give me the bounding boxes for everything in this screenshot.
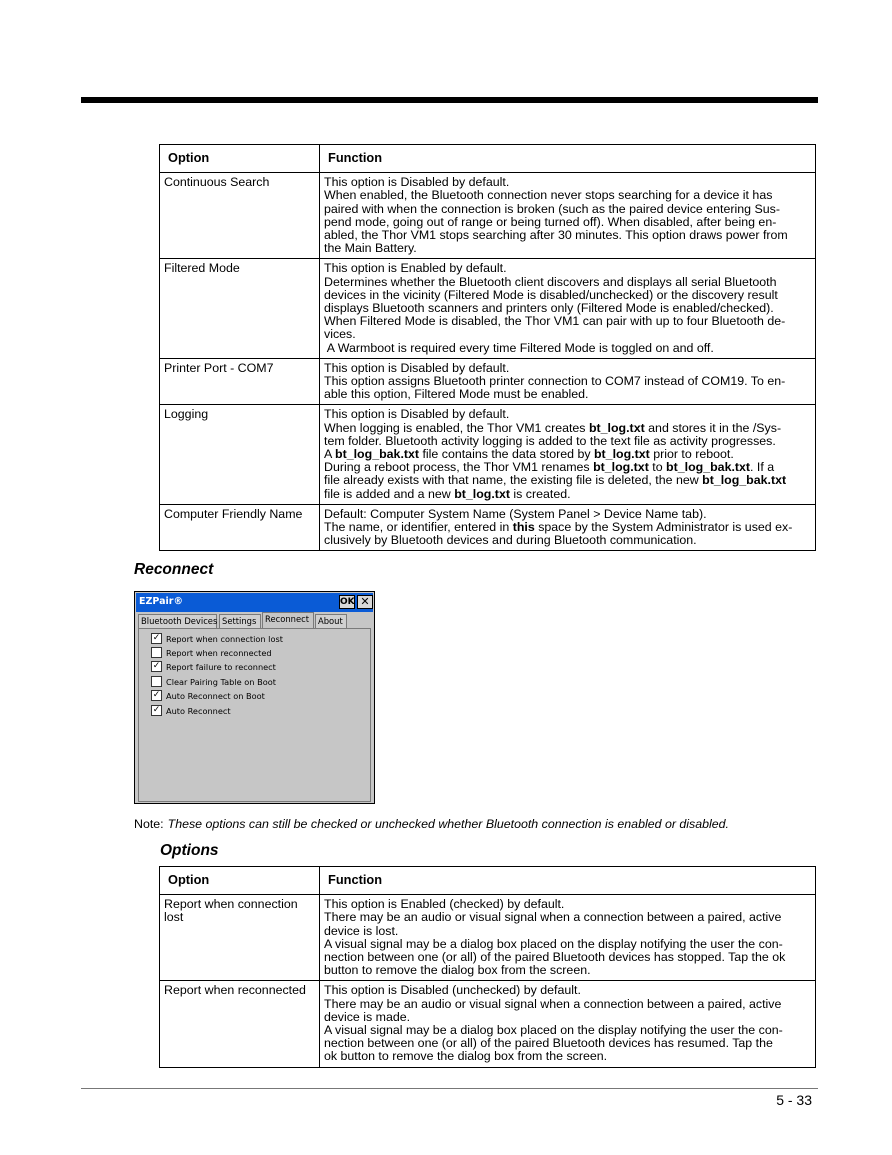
column-header-function: Function bbox=[320, 145, 816, 173]
tab-reconnect[interactable]: Reconnect bbox=[262, 612, 314, 629]
function-line: During a reboot process, the Thor VM1 renames bt_log.txt to bt_log_bak.txt. If a bbox=[324, 460, 775, 475]
checkbox-report-failure[interactable] bbox=[151, 662, 276, 674]
option-function bbox=[320, 981, 816, 1067]
checkbox-label: Report when reconnected bbox=[166, 648, 272, 658]
function-line: device is lost. bbox=[324, 923, 399, 938]
function-line: abled, the Thor VM1 stops searching after 30 minutes. This option draws power from bbox=[324, 228, 788, 243]
column-header-option: Option bbox=[160, 145, 320, 173]
option-name: Computer Friendly Name bbox=[160, 504, 320, 551]
function-line: file already exists with that name, the existing file is deleted, the new bt_log_bak.txt bbox=[324, 473, 787, 488]
function-line: This option is Enabled by default. bbox=[324, 261, 507, 276]
function-line: file is added and a new bt_log.txt is created. bbox=[324, 486, 571, 501]
function-line: Determines whether the Bluetooth client discovers and displays all serial Bluetooth bbox=[324, 274, 777, 289]
function-line: When Filtered Mode is disabled, the Thor VM1 can pair with up to four Bluetooth de- bbox=[324, 314, 786, 329]
option-name bbox=[160, 895, 320, 981]
checkbox-checked-icon[interactable]: ✓ bbox=[152, 690, 161, 700]
option-function bbox=[320, 504, 816, 551]
tab-settings[interactable]: Settings bbox=[219, 614, 261, 628]
function-line: This option is Disabled by default. bbox=[324, 407, 510, 422]
note-label: Note: bbox=[134, 817, 164, 831]
function-line: This option is Disabled by default. bbox=[324, 175, 510, 190]
table-header-row bbox=[160, 867, 816, 895]
function-line: When enabled, the Bluetooth connection never stops searching for a device it has bbox=[324, 188, 773, 203]
function-line: paired with when the connection is broken (such as the paired device entering Sus- bbox=[324, 201, 780, 216]
header-rule bbox=[81, 97, 818, 103]
checkbox-label: Clear Pairing Table on Boot bbox=[166, 677, 276, 687]
page-number: 5 - 33 bbox=[776, 1092, 812, 1108]
function-line: ok button to remove the dialog box from the screen. bbox=[324, 1049, 608, 1064]
option-name-line: Report when reconnected bbox=[164, 983, 306, 998]
option-function bbox=[320, 173, 816, 259]
option-function bbox=[320, 405, 816, 504]
function-line: A visual signal may be a dialog box placed on the display notifying the user the con- bbox=[324, 1023, 783, 1038]
function-line: When logging is enabled, the Thor VM1 creates bt_log.txt and stores it in the /Sys- bbox=[324, 420, 782, 435]
function-line: devices in the vicinity (Filtered Mode is disabled/unchecked) or the discovery result bbox=[324, 287, 778, 302]
function-line: Default: Computer System Name (System Panel > Device Name tab). bbox=[324, 506, 707, 521]
function-line: The name, or identifier, entered in this space by the System Administrator is used ex- bbox=[324, 520, 793, 535]
note-text: These options can still be checked or unchecked whether Bluetooth connection is enabled or disabled. bbox=[167, 817, 730, 831]
option-name bbox=[160, 981, 320, 1067]
checkbox-unchecked-icon[interactable] bbox=[151, 676, 162, 687]
window-title: EZPair® bbox=[139, 596, 183, 607]
checkbox-clear-pairing-table[interactable] bbox=[151, 677, 276, 689]
function-line: tem folder. Bluetooth activity logging is added to the text file as activity progresses. bbox=[324, 433, 776, 448]
table-row bbox=[160, 895, 816, 981]
table-header-row bbox=[160, 145, 816, 173]
checkbox-checked-icon[interactable]: ✓ bbox=[152, 661, 161, 671]
function-line: able this option, Filtered Mode must be enabled. bbox=[324, 387, 589, 402]
function-line: This option is Enabled (checked) by default. bbox=[324, 897, 565, 912]
option-name: Printer Port - COM7 bbox=[160, 358, 320, 405]
function-line: clusively by Bluetooth devices and during Bluetooth communication. bbox=[324, 533, 697, 548]
checkbox-label: Report when connection lost bbox=[166, 634, 283, 644]
function-line: the Main Battery. bbox=[324, 241, 417, 256]
option-function bbox=[320, 358, 816, 405]
function-line: device is made. bbox=[324, 1009, 411, 1024]
function-line: nection between one (or all) of the paired Bluetooth devices has stopped. Tap the ok bbox=[324, 950, 786, 965]
checkbox-label: Auto Reconnect on Boot bbox=[166, 691, 265, 701]
option-name: Logging bbox=[160, 405, 320, 504]
checkbox-label: Report failure to reconnect bbox=[166, 662, 276, 672]
options-table-reconnect bbox=[159, 866, 816, 1068]
table-row bbox=[160, 358, 816, 405]
checkbox-checked-icon[interactable]: ✓ bbox=[152, 633, 161, 643]
close-icon[interactable]: ✕ bbox=[357, 595, 373, 609]
ok-button[interactable]: OK bbox=[340, 597, 355, 607]
table-row bbox=[160, 504, 816, 551]
checkbox-report-reconnected[interactable] bbox=[151, 648, 272, 660]
section-heading-reconnect: Reconnect bbox=[134, 561, 214, 578]
checkbox-auto-reconnect[interactable] bbox=[151, 706, 231, 718]
option-function bbox=[320, 895, 816, 981]
function-line: nection between one (or all) of the paired Bluetooth devices has resumed. Tap the bbox=[324, 1036, 773, 1051]
note bbox=[134, 817, 729, 831]
table-row bbox=[160, 173, 816, 259]
ezpair-window bbox=[134, 591, 375, 804]
function-line: There may be an audio or visual signal when a connection between a paired, active bbox=[324, 910, 782, 925]
table-row bbox=[160, 405, 816, 504]
function-line: This option is Disabled (unchecked) by default. bbox=[324, 983, 581, 998]
footer-rule bbox=[81, 1088, 818, 1089]
function-line: button to remove the dialog box from the screen. bbox=[324, 963, 591, 978]
options-table-bluetooth-settings bbox=[159, 144, 816, 551]
checkbox-label: Auto Reconnect bbox=[166, 706, 231, 716]
function-line: A bt_log_bak.txt file contains the data stored by bt_log.txt prior to reboot. bbox=[324, 447, 734, 462]
tab-about[interactable]: About bbox=[315, 614, 347, 628]
table-row bbox=[160, 981, 816, 1067]
function-line: vices. bbox=[324, 327, 356, 342]
function-line: This option is Disabled by default. bbox=[324, 360, 510, 375]
tab-bluetooth-devices[interactable]: Bluetooth Devices bbox=[138, 614, 217, 628]
function-line: pend mode, going out of range or being turned off). When disabled, after being en- bbox=[324, 214, 777, 229]
window-titlebar bbox=[136, 593, 373, 612]
column-header-function: Function bbox=[320, 867, 816, 895]
option-name-line: Report when connection bbox=[164, 897, 298, 912]
function-line: This option assigns Bluetooth printer connection to COM7 instead of COM19. To en- bbox=[324, 374, 786, 389]
section-heading-options: Options bbox=[160, 842, 219, 859]
table-row bbox=[160, 259, 816, 358]
function-line: There may be an audio or visual signal when a connection between a paired, active bbox=[324, 996, 782, 1011]
option-function bbox=[320, 259, 816, 358]
column-header-option: Option bbox=[160, 867, 320, 895]
option-name-line: lost bbox=[164, 910, 184, 925]
checkbox-report-connection-lost[interactable] bbox=[151, 634, 283, 646]
option-name: Continuous Search bbox=[160, 173, 320, 259]
checkbox-unchecked-icon[interactable] bbox=[151, 647, 162, 658]
function-line: A visual signal may be a dialog box placed on the display notifying the user the con- bbox=[324, 936, 783, 951]
reconnect-panel bbox=[138, 628, 371, 802]
option-name: Filtered Mode bbox=[160, 259, 320, 358]
checkbox-checked-icon[interactable]: ✓ bbox=[152, 705, 161, 715]
function-line: displays Bluetooth scanners and printers only (Filtered Mode is enabled/checked). bbox=[324, 301, 774, 316]
function-line: A Warmboot is required every time Filtered Mode is toggled on and off. bbox=[324, 340, 714, 355]
checkbox-auto-reconnect-boot[interactable] bbox=[151, 691, 265, 703]
